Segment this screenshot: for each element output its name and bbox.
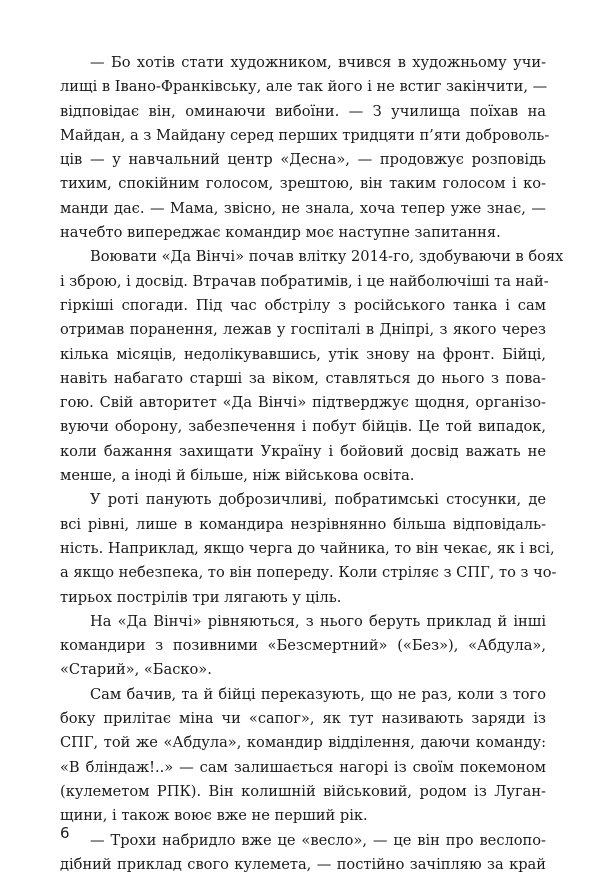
text-line: вуючи оборону, забезпечення і побут бійців. Це той випадок,	[60, 418, 546, 436]
text-line: ців — у навчальний центр «Десна», — продовжує розповідь	[60, 151, 546, 169]
text-line: коли бажання захищати Україну і бойовий досвід важать не	[60, 442, 546, 460]
text-line: відповідає він, оминаючи вибоїни. — З училища поїхав на	[60, 102, 546, 120]
text-line: — Трохи набридло вже це «весло», — це він про веслопо-	[90, 831, 546, 849]
body-text	[60, 51, 564, 877]
text-line: боку прилітає міна чи «сапог», як тут називають заряди із	[60, 710, 546, 728]
text-line: отримав поранення, лежав у госпіталі в Дніпрі, з якого через	[60, 321, 546, 339]
text-line: тирьох пострілів три лягають у ціль.	[60, 588, 342, 606]
text-line: щини, і також воює вже не перший рік.	[60, 807, 368, 825]
text-line: дібний приклад свого кулемета, — постійно зачіпляю за край	[60, 855, 546, 873]
text-line: начебто випереджає командир моє наступне запитання.	[60, 224, 501, 242]
text-line: гіркіші спогади. Під час обстрілу з російського танка і сам	[60, 296, 546, 314]
text-line: всі рівні, лише в командира незрівнянно більша відповідаль-	[60, 515, 546, 533]
page-number: 6	[60, 824, 70, 842]
text-line: На «Да Вінчі» рівняються, з нього беруть приклад й інші	[90, 612, 546, 630]
text-line: Воювати «Да Вінчі» почав влітку 2014-го, здобуваючи в боях	[90, 248, 564, 266]
text-line: У роті панують доброзичливі, побратимські стосунки, де	[90, 491, 546, 509]
text-line: ність. Наприклад, якщо черга до чайника, то він чекає, як і всі,	[60, 539, 555, 557]
text-line: менше, а іноді й більше, ніж військова освіта.	[60, 467, 415, 485]
text-line: а якщо небезпека, то він попереду. Коли стріляє з СПГ, то з чо-	[60, 564, 557, 582]
text-line: гою. Свій авторитет «Да Вінчі» підтверджує щодня, організо-	[60, 394, 546, 412]
text-line: (кулеметом РПК). Він колишній військовий, родом із Луган-	[60, 782, 546, 800]
text-line: манди дає. — Мама, звісно, не знала, хоча тепер уже знає, —	[60, 199, 546, 217]
text-line: тихим, спокійним голосом, зрештою, він таким голосом і ко-	[60, 175, 546, 193]
text-line: командири з позивними «Безсмертний» («Без»), «Абдула»,	[60, 637, 546, 655]
text-line: лищі в Івано-Франківську, але так його і не встиг закінчити, —	[60, 78, 548, 96]
text-line: СПГ, той же «Абдула», командир відділення, даючи команду:	[60, 734, 546, 752]
text-line: навіть набагато старші за віком, ставляться до нього з пова-	[60, 369, 546, 387]
text-line: кілька місяців, недолікувавшись, утік знову на фронт. Бійці,	[60, 345, 546, 363]
text-line: «В бліндаж!..» — сам залишається нагорі із своїм покемоном	[60, 758, 546, 776]
text-line: — Бо хотів стати художником, вчився в художньому учи-	[90, 54, 546, 71]
text-line: Майдан, а з Майдану серед перших тридцяти п’яти доброволь-	[60, 126, 550, 144]
text-line: Сам бачив, та й бійці переказують, що не раз, коли з того	[90, 685, 546, 703]
text-line: і зброю, і досвід. Втрачав побратимів, і це найболючіші та най-	[60, 272, 549, 290]
text-line: «Старий», «Баско».	[60, 661, 212, 679]
